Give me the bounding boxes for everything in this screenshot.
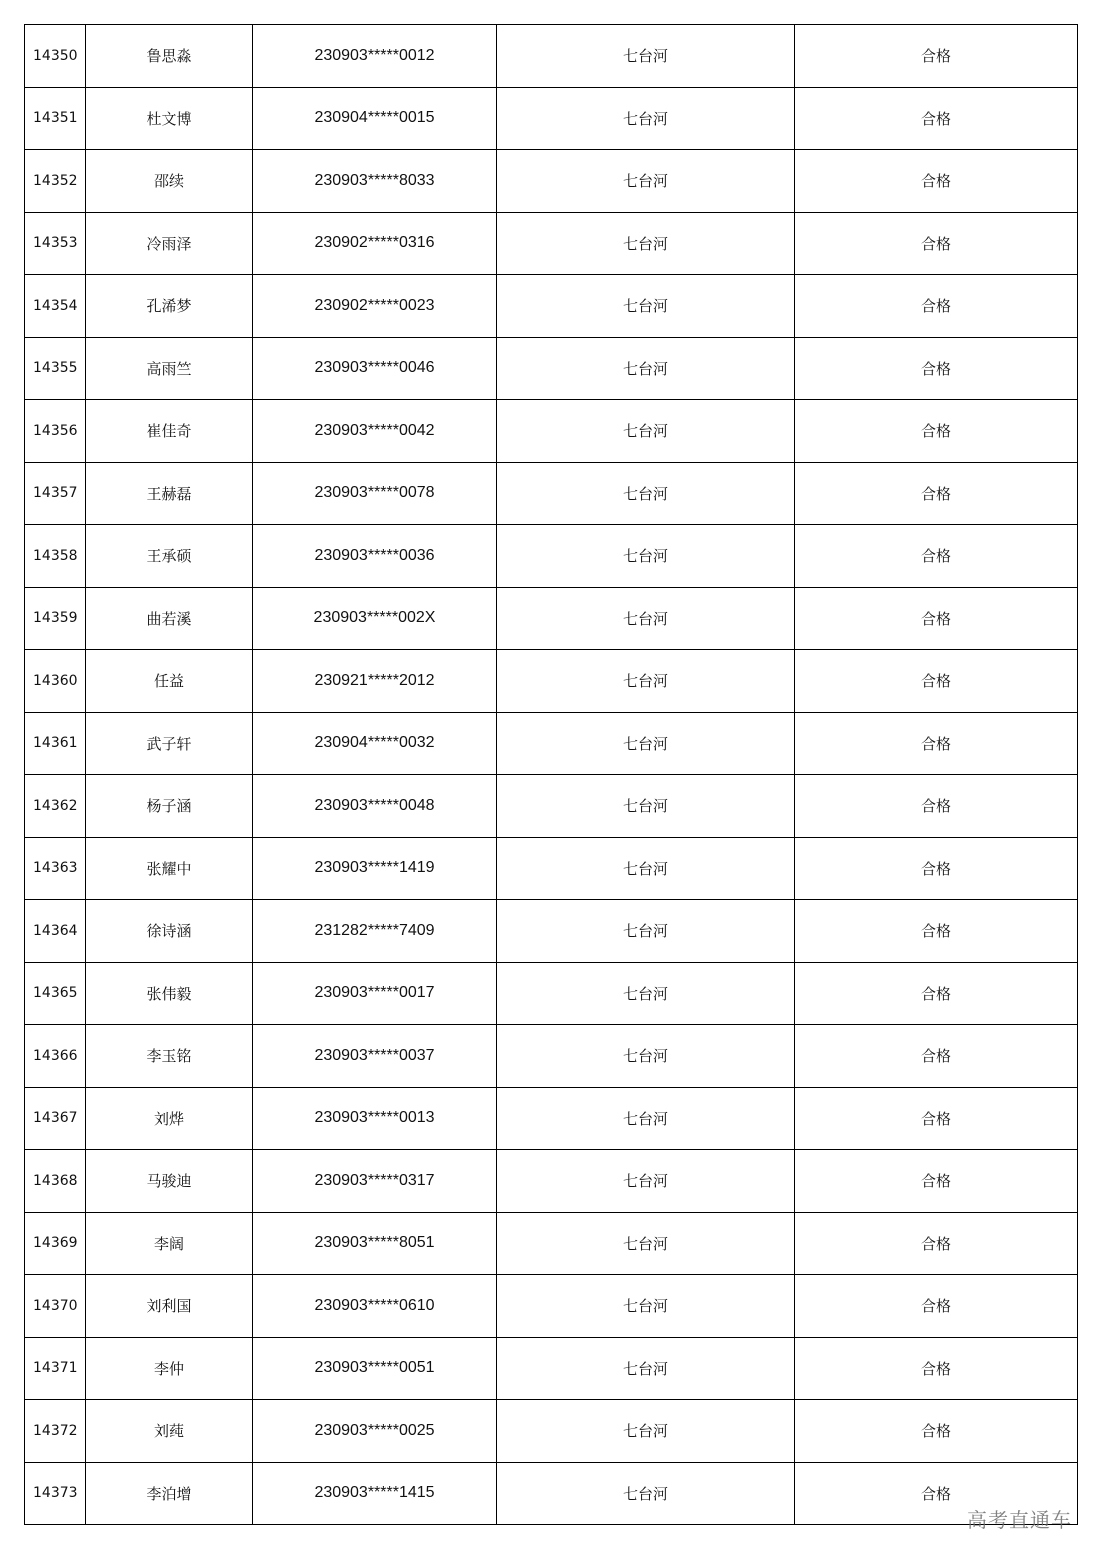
cell-id-number: 230903*****0078: [253, 462, 497, 525]
cell-name: 李阔: [86, 1212, 253, 1275]
cell-name: 孔浠梦: [86, 275, 253, 338]
cell-serial-number: 14362: [25, 775, 86, 838]
cell-name: 王赫磊: [86, 462, 253, 525]
cell-result: 合格: [795, 775, 1078, 838]
cell-result: 合格: [795, 1025, 1078, 1088]
cell-serial-number: 14369: [25, 1212, 86, 1275]
cell-id-number: 230903*****0048: [253, 775, 497, 838]
cell-name: 李泊增: [86, 1462, 253, 1525]
cell-id-number: 230904*****0015: [253, 87, 497, 150]
cell-area: 七台河: [497, 1400, 795, 1463]
table-row: [25, 1087, 1078, 1150]
cell-id-number: 230903*****0610: [253, 1275, 497, 1338]
cell-id-number: 230903*****0017: [253, 962, 497, 1025]
cell-id-number: 230903*****1419: [253, 837, 497, 900]
cell-serial-number: 14372: [25, 1400, 86, 1463]
cell-serial-number: 14353: [25, 212, 86, 275]
cell-area: 七台河: [497, 462, 795, 525]
cell-id-number: 230903*****0037: [253, 1025, 497, 1088]
cell-serial-number: 14352: [25, 150, 86, 213]
cell-serial-number: 14350: [25, 25, 86, 88]
cell-serial-number: 14361: [25, 712, 86, 775]
table-row: [25, 87, 1078, 150]
table-row: [25, 587, 1078, 650]
cell-id-number: 231282*****7409: [253, 900, 497, 963]
cell-area: 七台河: [497, 1337, 795, 1400]
cell-area: 七台河: [497, 1462, 795, 1525]
cell-serial-number: 14365: [25, 962, 86, 1025]
table-row: [25, 962, 1078, 1025]
cell-result: 合格: [795, 25, 1078, 88]
results-table-body: [25, 25, 1078, 1525]
cell-id-number: 230902*****0023: [253, 275, 497, 338]
cell-name: 刘利国: [86, 1275, 253, 1338]
cell-id-number: 230903*****1415: [253, 1462, 497, 1525]
cell-area: 七台河: [497, 212, 795, 275]
cell-name: 邵续: [86, 150, 253, 213]
cell-result: 合格: [795, 1150, 1078, 1213]
cell-serial-number: 14357: [25, 462, 86, 525]
table-row: [25, 1150, 1078, 1213]
table-row: [25, 837, 1078, 900]
cell-name: 任益: [86, 650, 253, 713]
cell-result: 合格: [795, 337, 1078, 400]
cell-result: 合格: [795, 275, 1078, 338]
table-row: [25, 1462, 1078, 1525]
cell-result: 合格: [795, 962, 1078, 1025]
table-row: [25, 775, 1078, 838]
cell-name: 刘莼: [86, 1400, 253, 1463]
cell-id-number: 230903*****0036: [253, 525, 497, 588]
cell-name: 王承硕: [86, 525, 253, 588]
cell-id-number: 230903*****8033: [253, 150, 497, 213]
table-row: [25, 212, 1078, 275]
cell-serial-number: 14371: [25, 1337, 86, 1400]
watermark-text: 高考直通车: [967, 1508, 1072, 1532]
cell-result: 合格: [795, 150, 1078, 213]
table-row: [25, 25, 1078, 88]
cell-result: 合格: [795, 462, 1078, 525]
cell-name: 刘烨: [86, 1087, 253, 1150]
cell-id-number: 230903*****0051: [253, 1337, 497, 1400]
cell-id-number: 230902*****0316: [253, 212, 497, 275]
cell-serial-number: 14358: [25, 525, 86, 588]
cell-name: 鲁思淼: [86, 25, 253, 88]
cell-name: 杜文博: [86, 87, 253, 150]
cell-name: 张伟毅: [86, 962, 253, 1025]
cell-serial-number: 14356: [25, 400, 86, 463]
cell-serial-number: 14363: [25, 837, 86, 900]
cell-area: 七台河: [497, 650, 795, 713]
cell-id-number: 230903*****0046: [253, 337, 497, 400]
cell-area: 七台河: [497, 900, 795, 963]
cell-id-number: 230903*****0317: [253, 1150, 497, 1213]
table-row: [25, 1025, 1078, 1088]
cell-result: 合格: [795, 87, 1078, 150]
cell-serial-number: 14367: [25, 1087, 86, 1150]
table-row: [25, 1275, 1078, 1338]
cell-id-number: 230921*****2012: [253, 650, 497, 713]
cell-area: 七台河: [497, 1087, 795, 1150]
cell-area: 七台河: [497, 337, 795, 400]
cell-area: 七台河: [497, 962, 795, 1025]
table-row: [25, 150, 1078, 213]
table-row: [25, 525, 1078, 588]
cell-result: 合格: [795, 712, 1078, 775]
table-row: [25, 337, 1078, 400]
cell-result: 合格: [795, 837, 1078, 900]
table-row: [25, 712, 1078, 775]
cell-area: 七台河: [497, 275, 795, 338]
table-row: [25, 650, 1078, 713]
cell-serial-number: 14364: [25, 900, 86, 963]
cell-result: 合格: [795, 587, 1078, 650]
cell-result: 合格: [795, 212, 1078, 275]
cell-serial-number: 14359: [25, 587, 86, 650]
cell-serial-number: 14360: [25, 650, 86, 713]
cell-result: 合格: [795, 1087, 1078, 1150]
cell-serial-number: 14366: [25, 1025, 86, 1088]
cell-id-number: 230903*****8051: [253, 1212, 497, 1275]
cell-result: 合格: [795, 1275, 1078, 1338]
cell-area: 七台河: [497, 775, 795, 838]
cell-area: 七台河: [497, 525, 795, 588]
cell-id-number: 230903*****0042: [253, 400, 497, 463]
cell-area: 七台河: [497, 1150, 795, 1213]
cell-id-number: 230904*****0032: [253, 712, 497, 775]
table-row: [25, 1337, 1078, 1400]
cell-area: 七台河: [497, 587, 795, 650]
cell-name: 张耀中: [86, 837, 253, 900]
cell-serial-number: 14354: [25, 275, 86, 338]
table-row: [25, 1212, 1078, 1275]
cell-name: 高雨竺: [86, 337, 253, 400]
table-row: [25, 1400, 1078, 1463]
table-row: [25, 275, 1078, 338]
cell-id-number: 230903*****0012: [253, 25, 497, 88]
cell-result: 合格: [795, 1212, 1078, 1275]
cell-serial-number: 14370: [25, 1275, 86, 1338]
cell-serial-number: 14368: [25, 1150, 86, 1213]
cell-area: 七台河: [497, 1025, 795, 1088]
cell-result: 合格: [795, 1462, 1078, 1525]
cell-name: 徐诗涵: [86, 900, 253, 963]
cell-result: 合格: [795, 650, 1078, 713]
cell-id-number: 230903*****002X: [253, 587, 497, 650]
results-table: [24, 24, 1078, 1525]
cell-name: 李玉铭: [86, 1025, 253, 1088]
cell-result: 合格: [795, 1400, 1078, 1463]
cell-result: 合格: [795, 900, 1078, 963]
cell-result: 合格: [795, 400, 1078, 463]
cell-id-number: 230903*****0025: [253, 1400, 497, 1463]
cell-area: 七台河: [497, 25, 795, 88]
cell-name: 崔佳奇: [86, 400, 253, 463]
cell-serial-number: 14355: [25, 337, 86, 400]
cell-area: 七台河: [497, 87, 795, 150]
cell-id-number: 230903*****0013: [253, 1087, 497, 1150]
cell-area: 七台河: [497, 150, 795, 213]
cell-area: 七台河: [497, 837, 795, 900]
cell-name: 曲若溪: [86, 587, 253, 650]
cell-area: 七台河: [497, 1212, 795, 1275]
table-row: [25, 900, 1078, 963]
cell-serial-number: 14351: [25, 87, 86, 150]
cell-area: 七台河: [497, 400, 795, 463]
cell-result: 合格: [795, 525, 1078, 588]
cell-name: 李仲: [86, 1337, 253, 1400]
cell-result: 合格: [795, 1337, 1078, 1400]
table-row: [25, 400, 1078, 463]
cell-area: 七台河: [497, 1275, 795, 1338]
cell-name: 杨子涵: [86, 775, 253, 838]
cell-name: 武子轩: [86, 712, 253, 775]
cell-serial-number: 14373: [25, 1462, 86, 1525]
table-row: [25, 462, 1078, 525]
cell-area: 七台河: [497, 712, 795, 775]
cell-name: 马骏迪: [86, 1150, 253, 1213]
cell-name: 冷雨泽: [86, 212, 253, 275]
